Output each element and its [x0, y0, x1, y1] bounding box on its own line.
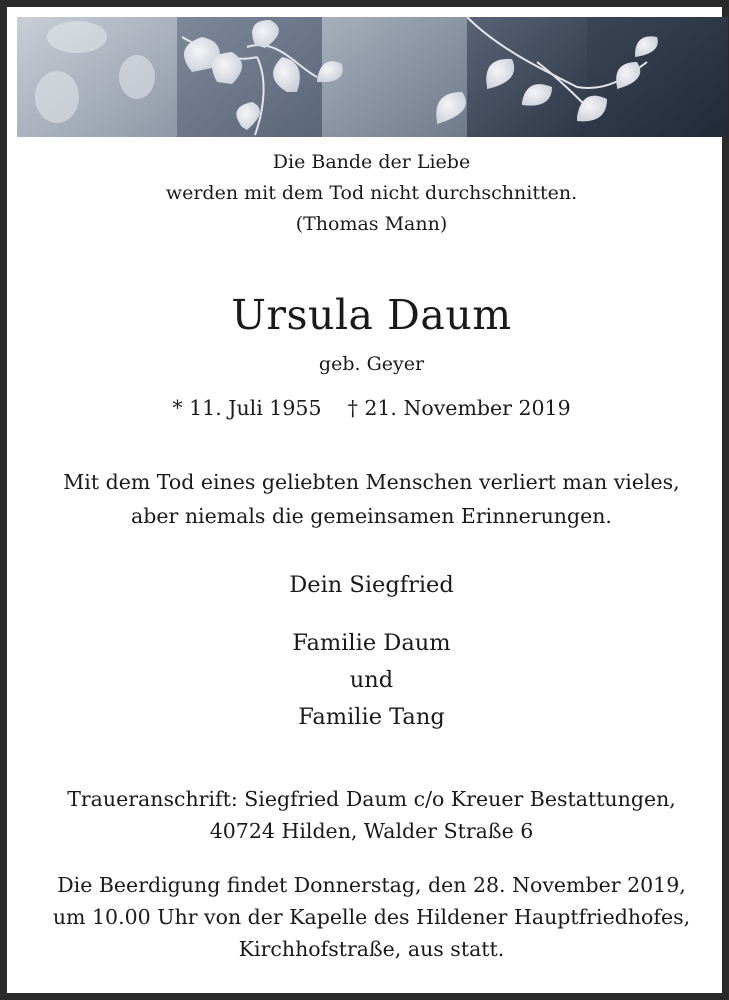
quote-line: Die Bande der Liebe: [272, 151, 471, 173]
ginkgo-leaves-image: [17, 17, 728, 137]
quote-author: (Thomas Mann): [295, 213, 448, 235]
mourner-family: Familie Daum: [292, 630, 451, 656]
mourner-partner: Dein Siegfried: [289, 572, 454, 598]
life-dates: [14, 396, 729, 421]
death-date: † 21. November 2019: [347, 396, 571, 420]
memorial-message: Mit dem Tod eines geliebten Menschen verliert man vieles,: [63, 470, 680, 494]
quote-line: werden mit dem Tod nicht durchschnitten.: [165, 182, 578, 204]
funeral-info: Kirchhofstraße, aus statt.: [238, 937, 505, 961]
maiden-name: geb. Geyer: [318, 353, 425, 375]
condolence-address: Traueranschrift: Siegfried Daum c/o Kreuer Bestattungen,: [67, 787, 676, 811]
funeral-info: Die Beerdigung findet Donnerstag, den 28. November 2019,: [57, 873, 686, 897]
funeral-info: um 10.00 Uhr von der Kapelle des Hildener Hauptfriedhofes,: [52, 905, 691, 929]
deceased-name: Ursula Daum: [231, 291, 512, 339]
mourner-family: Familie Tang: [298, 704, 445, 730]
condolence-address: 40724 Hilden, Walder Straße 6: [209, 819, 534, 843]
birth-date: * 11. Juli 1955: [172, 396, 322, 420]
memorial-message: aber niemals die gemeinsamen Erinnerungen.: [131, 504, 612, 528]
mourner-conjunction: und: [349, 667, 394, 693]
